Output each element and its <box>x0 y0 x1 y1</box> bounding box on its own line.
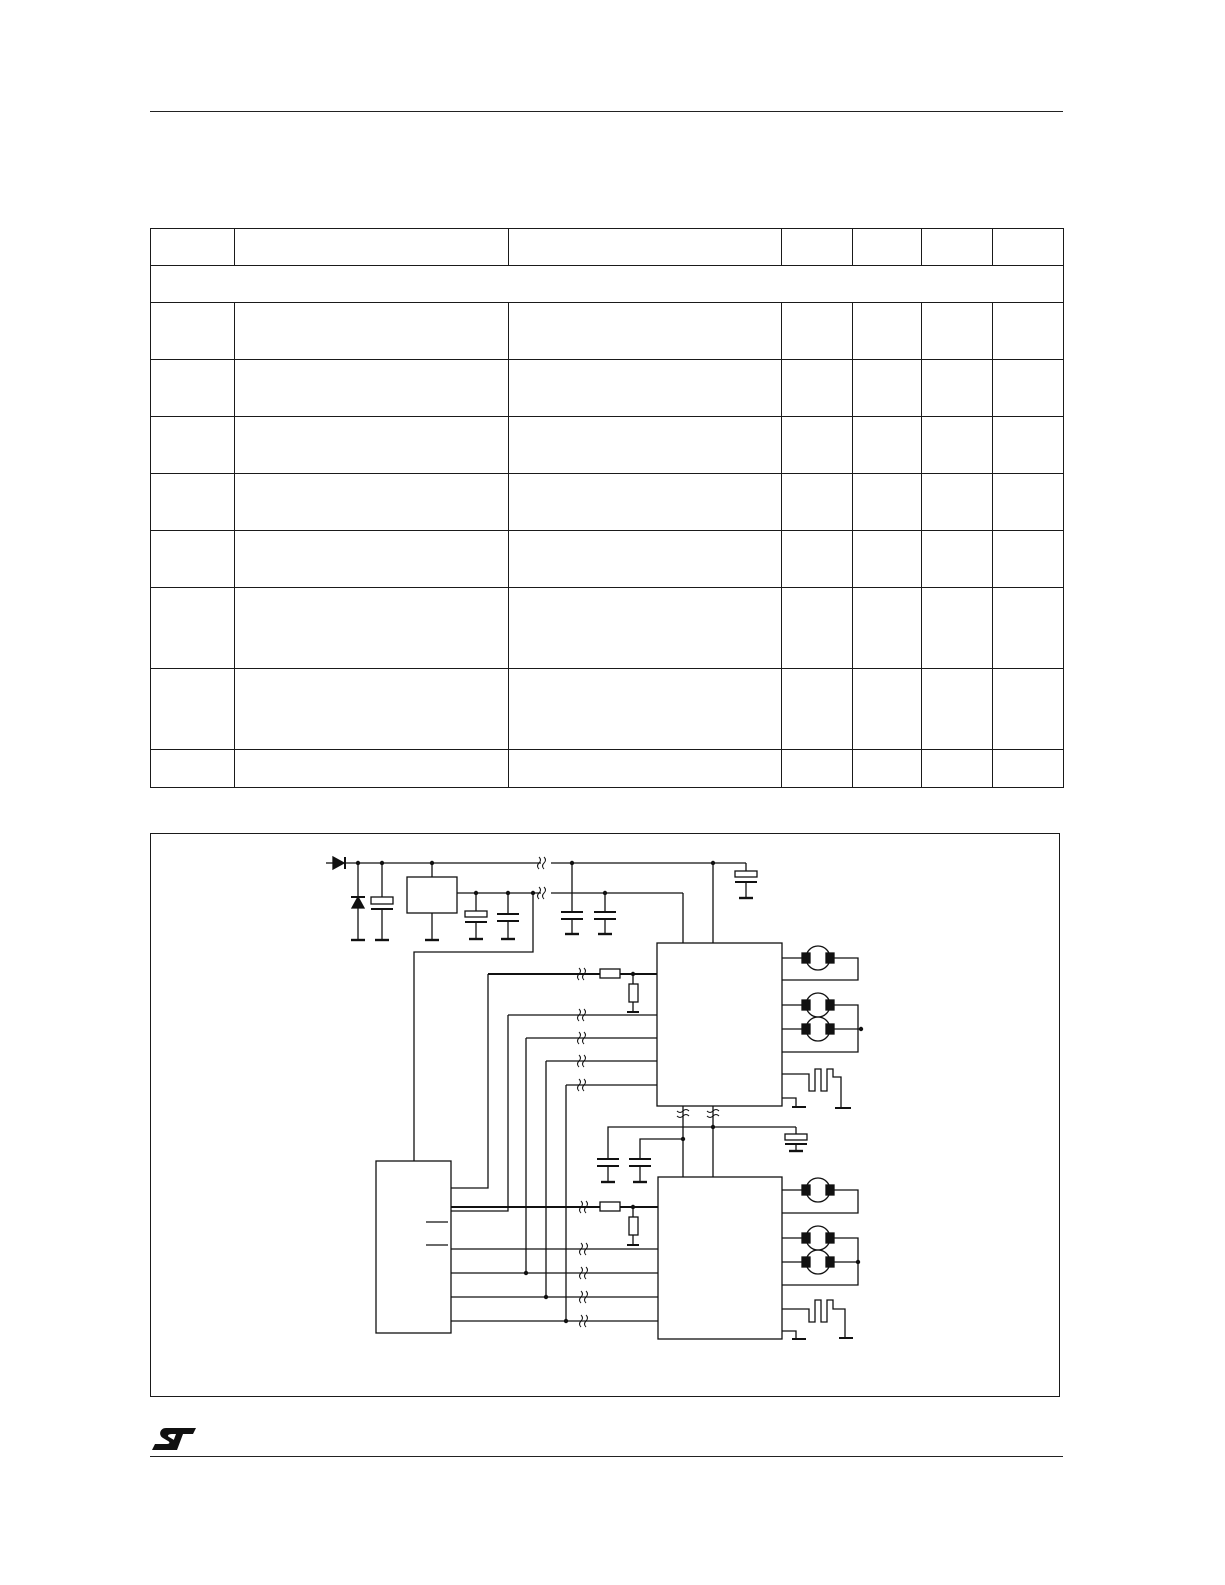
table-cell <box>509 417 782 474</box>
table-cell <box>151 750 235 788</box>
upper-input-lines <box>488 968 657 1091</box>
table-cell <box>235 669 509 750</box>
motor-lower-pair-icon <box>782 1226 858 1285</box>
table-cell <box>509 360 782 417</box>
table-cell <box>509 588 782 669</box>
table-cell <box>922 531 993 588</box>
table-cell <box>922 669 993 750</box>
table-row <box>151 750 1064 788</box>
supply-rail <box>345 857 746 869</box>
table-cell <box>853 531 922 588</box>
table-cell <box>993 229 1064 266</box>
table-cell <box>922 474 993 531</box>
table-cell <box>993 750 1064 788</box>
intermediate-supply <box>597 1106 807 1182</box>
header-rule <box>150 111 1063 112</box>
table-cell <box>509 229 782 266</box>
table-row <box>151 531 1064 588</box>
pwm-output-lower-icon <box>782 1300 853 1339</box>
table-cell <box>782 669 853 750</box>
table-cell <box>993 669 1064 750</box>
microcontroller-block <box>376 893 566 1333</box>
table-row <box>151 474 1064 531</box>
table-cell <box>853 360 922 417</box>
table-cell <box>782 474 853 531</box>
table-cell <box>922 229 993 266</box>
table-cell <box>853 417 922 474</box>
table-cell <box>151 303 235 360</box>
table-header-row <box>151 229 1064 266</box>
input-capacitor-icon <box>371 863 393 940</box>
footer-rule <box>150 1456 1063 1457</box>
table-row <box>151 669 1064 750</box>
table-cell <box>782 360 853 417</box>
table-cell <box>235 360 509 417</box>
table-cell <box>151 266 1064 303</box>
table-cell <box>151 474 235 531</box>
table-cell <box>993 588 1064 669</box>
lower-input-lines <box>451 1201 658 1327</box>
table-cell <box>782 303 853 360</box>
table-cell <box>993 303 1064 360</box>
table-cell <box>151 229 235 266</box>
table-cell <box>853 669 922 750</box>
table-cell <box>922 417 993 474</box>
table-cell <box>922 750 993 788</box>
table-cell <box>853 474 922 531</box>
table-cell <box>993 531 1064 588</box>
decoupling-capacitor-icon <box>497 893 519 939</box>
table-row <box>151 417 1064 474</box>
table-cell <box>235 417 509 474</box>
application-schematic <box>150 833 1060 1397</box>
table-cell <box>853 229 922 266</box>
table-cell <box>235 303 509 360</box>
table-cell <box>922 588 993 669</box>
pwm-output-upper-icon <box>782 1069 851 1108</box>
table-cell <box>235 531 509 588</box>
motor-upper-pair-icon <box>782 993 861 1052</box>
electrical-characteristics-table <box>150 228 1064 788</box>
table-cell <box>782 417 853 474</box>
regulator-output-capacitor-icon <box>465 893 487 939</box>
reverse-protection-diode-icon <box>326 857 345 869</box>
table-cell <box>782 588 853 669</box>
table-cell <box>509 750 782 788</box>
voltage-regulator-block <box>407 863 683 940</box>
table-cell <box>235 229 509 266</box>
table-cell <box>151 531 235 588</box>
table-cell <box>782 531 853 588</box>
table-row <box>151 303 1064 360</box>
table-cell <box>235 750 509 788</box>
schematic-canvas <box>151 834 1061 1398</box>
table-row <box>151 588 1064 669</box>
table-row <box>151 360 1064 417</box>
table-cell <box>151 360 235 417</box>
driver-ic-upper <box>657 863 782 1106</box>
motor-upper-single-icon <box>782 946 858 980</box>
table-section-row <box>151 266 1064 303</box>
table-cell <box>151 669 235 750</box>
table-cell <box>509 669 782 750</box>
table-cell <box>509 303 782 360</box>
table-cell <box>922 303 993 360</box>
st-logo-icon <box>150 1426 198 1452</box>
table-cell <box>853 303 922 360</box>
table-cell <box>509 474 782 531</box>
filter-capacitor-pair-icon <box>561 863 616 934</box>
table-cell <box>151 588 235 669</box>
table-cell <box>922 360 993 417</box>
table-cell <box>235 588 509 669</box>
table-cell <box>853 588 922 669</box>
table-cell <box>782 750 853 788</box>
motor-lower-single-icon <box>782 1178 858 1213</box>
zener-diode-icon <box>351 863 365 940</box>
table-cell <box>782 229 853 266</box>
table-cell <box>853 750 922 788</box>
table-cell <box>993 417 1064 474</box>
table-cell <box>235 474 509 531</box>
driver-ic-lower <box>658 1177 782 1339</box>
table-cell <box>151 417 235 474</box>
table-cell <box>993 474 1064 531</box>
table-cell <box>993 360 1064 417</box>
table-cell <box>509 531 782 588</box>
bulk-capacitor-icon <box>735 863 757 898</box>
